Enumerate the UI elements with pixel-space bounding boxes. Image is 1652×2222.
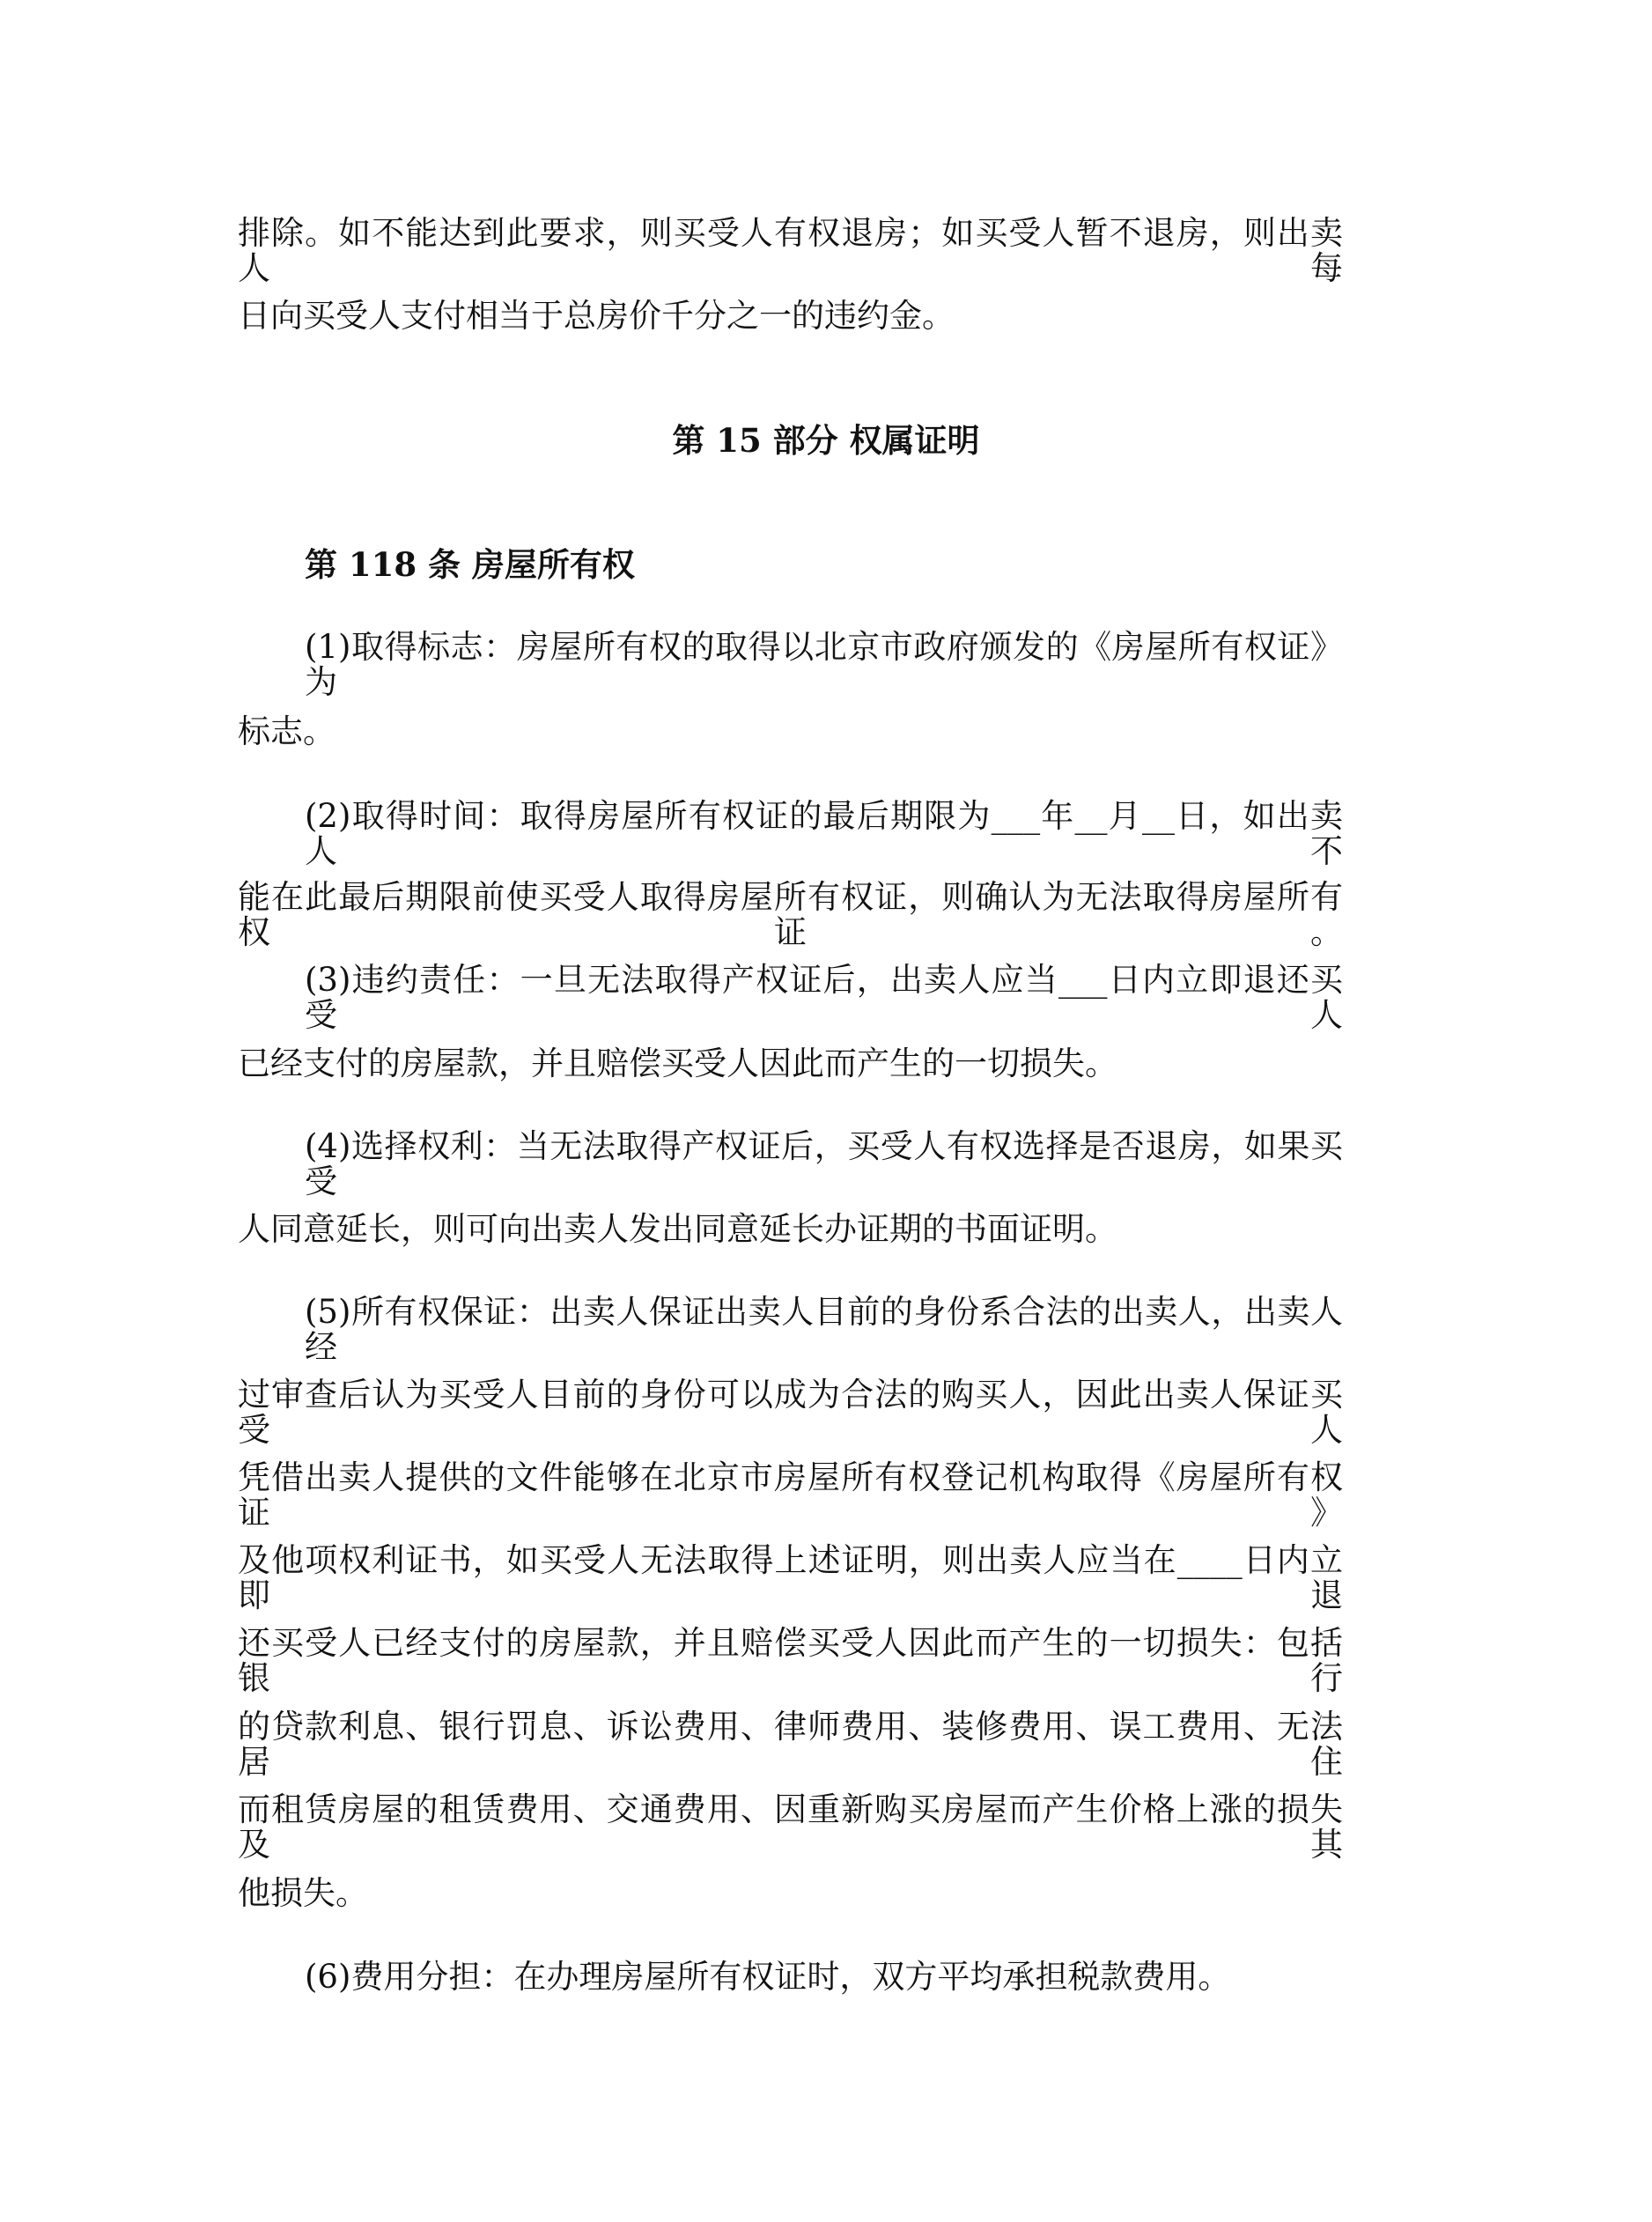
section-heading: 第 15 部分 权属证明 [672, 421, 980, 460]
clause-line: 而租赁房屋的租赁费用、交通费用、因重新购买房屋而产生价格上涨的损失及其 [238, 1790, 1343, 1864]
clause-line: 标志。 [238, 712, 336, 750]
paragraph-line: 日向买受人支付相当于总房价千分之一的违约金。 [238, 297, 955, 335]
clause-line: (1)取得标志：房屋所有权的取得以北京市政府颁发的《房屋所有权证》为 [305, 628, 1343, 701]
clause-line: (4)选择权利：当无法取得产权证后，买受人有权选择是否退房，如果买受 [305, 1127, 1343, 1200]
clause-line: 过审查后认为买受人目前的身份可以成为合法的购买人，因此出卖人保证买受人 [238, 1376, 1343, 1449]
clause-line: 还买受人已经支付的房屋款，并且赔偿买受人因此而产生的一切损失：包括银行 [238, 1624, 1343, 1697]
clause-line: 及他项权利证书，如买受人无法取得上述证明，则出卖人应当在____日内立即退 [238, 1541, 1343, 1614]
clause-line: 人同意延长，则可向出卖人发出同意延长办证期的书面证明。 [238, 1210, 1117, 1248]
clause-line: (5)所有权保证：出卖人保证出卖人目前的身份系合法的出卖人，出卖人经 [305, 1293, 1343, 1366]
clause-line: (3)违约责任：一旦无法取得产权证后，出卖人应当___日内立即退还买受人 [305, 961, 1343, 1034]
article-heading: 第 118 条 房屋所有权 [305, 545, 635, 584]
clause-line: (2)取得时间：取得房屋所有权证的最后期限为___年__月__日，如出卖人不 [305, 797, 1343, 870]
clause-line: 凭借出卖人提供的文件能够在北京市房屋所有权登记机构取得《房屋所有权证》 [238, 1458, 1343, 1532]
paragraph-line: 排除。如不能达到此要求，则买受人有权退房；如买受人暂不退房，则出卖人每 [238, 214, 1343, 287]
clause-line: 能在此最后期限前使买受人取得房屋所有权证，则确认为无法取得房屋所有权证。 [238, 878, 1343, 951]
clause-line: 他损失。 [238, 1874, 368, 1912]
clause-line: 的贷款利息、银行罚息、诉讼费用、律师费用、装修费用、误工费用、无法居住 [238, 1708, 1343, 1781]
clause-line: 已经支付的房屋款，并且赔偿买受人因此而产生的一切损失。 [238, 1045, 1117, 1082]
clause-line: (6)费用分担：在办理房屋所有权证时，双方平均承担税款费用。 [305, 1958, 1231, 1996]
